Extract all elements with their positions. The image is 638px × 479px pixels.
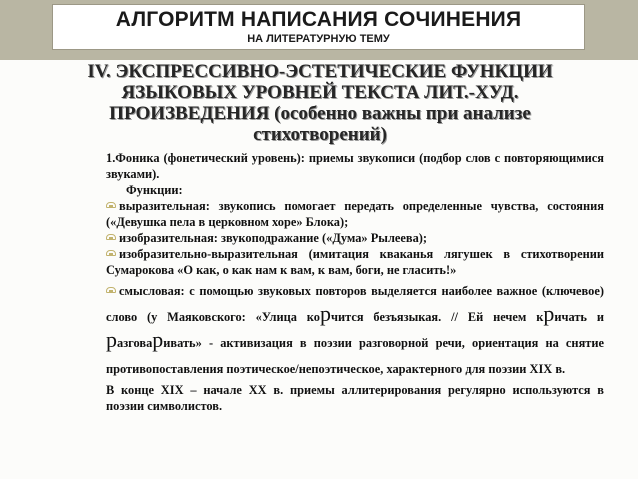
- phone-bullet-icon: [106, 249, 117, 258]
- phone-bullet-icon: [106, 286, 117, 295]
- header-box: [52, 4, 585, 50]
- emphasized-letter: р: [319, 301, 331, 326]
- emphasized-letter: р: [543, 301, 555, 326]
- phonics-paragraph: 1.Фоника (фонетический уровень): приемы звукописи (подбор слов с повторяющимися звуками).: [106, 151, 604, 181]
- phone-bullet-icon: [106, 233, 117, 242]
- conclusion-paragraph: В конце XIX – начале XX в. приемы аллитерирования регулярно используются в поэзии символистов.: [106, 383, 604, 413]
- semantic-text-1: смысловая: с помощью звуковых повторов выделяется наиболее важное (ключевое) слово (у Маяковского: «Улица ко: [106, 284, 604, 324]
- emphasized-letter: р: [106, 327, 117, 352]
- section-title-line-4: стихотворений): [253, 124, 387, 145]
- bullet-item: [106, 246, 604, 278]
- semantic-text-2: чится безъязыкая. // Ей нечем к: [330, 310, 544, 324]
- semantic-text-5: ивать» - активизация в поэзии разговорной речи, ориентация на снятие противопоставления поэтическое/непоэтическое, характерного для поэзии XIX в.: [106, 336, 604, 376]
- phone-bullet-icon: [106, 201, 117, 210]
- emphasized-letter: р: [152, 327, 164, 352]
- section-title-line-2: ЯЗЫКОВЫХ УРОВНЕЙ ТЕКСТА ЛИТ.-ХУД.: [121, 82, 519, 103]
- section-title: [70, 61, 570, 145]
- body-text: [106, 150, 604, 414]
- bullet-item: [106, 230, 604, 246]
- bullet-item: [106, 198, 604, 230]
- semantic-text-4: азгова: [117, 336, 153, 350]
- header-subtitle: НА ЛИТЕРАТУРНУЮ ТЕМУ: [247, 33, 390, 45]
- bullet-item-semantic: [106, 278, 604, 382]
- section-title-line-3: ПРОИЗВЕДЕНИЯ (особенно важны при анализе: [109, 103, 531, 124]
- semantic-text-3: ичать и: [554, 310, 604, 324]
- bullet-text: изобразительная: звукоподражание («Дума» Рылеева);: [119, 231, 428, 245]
- header-title: АЛГОРИТМ НАПИСАНИЯ СОЧИНЕНИЯ: [115, 8, 522, 31]
- section-title-line-1: IV. ЭКСПРЕССИВНО-ЭСТЕТИЧЕСКИЕ ФУНКЦИИ: [87, 61, 553, 82]
- functions-label: Функции:: [126, 183, 183, 197]
- bullet-text: изобразительно-выразительная (имитация кваканья лягушек в стихотворении Сумарокова «О как, о как нам к вам, к вам, боги, не гласить!»: [106, 247, 604, 277]
- bullet-text: выразительная: звукопись помогает передать определенные чувства, состояния («Девушка пела в церковном хоре» Блока);: [106, 199, 604, 229]
